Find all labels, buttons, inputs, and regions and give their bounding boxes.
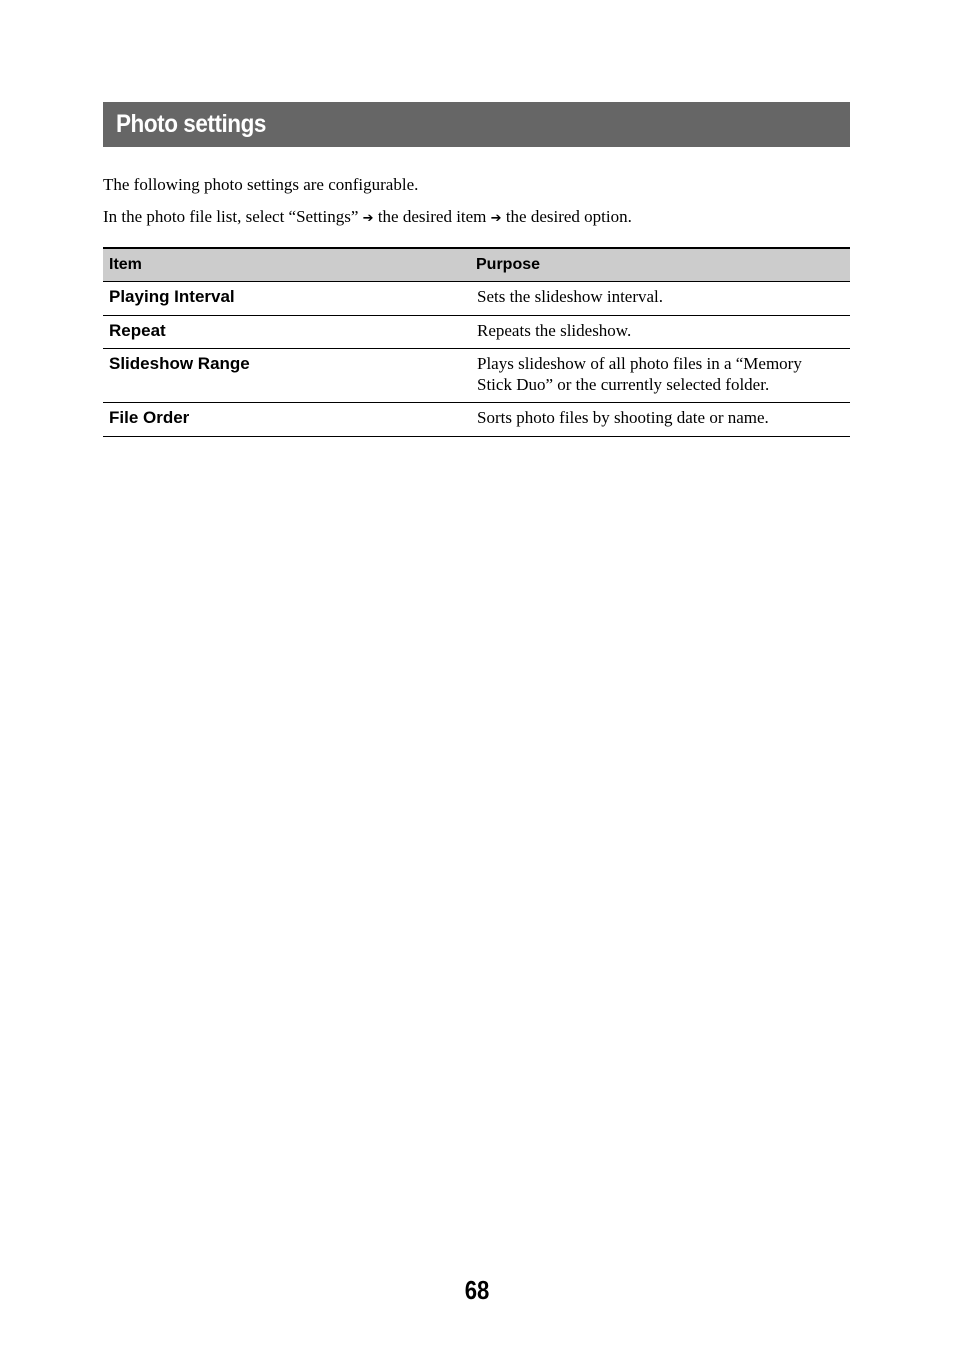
column-header-item: Item [103, 248, 470, 282]
arrow-right-icon: ➔ [362, 211, 374, 226]
setting-purpose: Repeats the slideshow. [470, 315, 850, 349]
setting-name: Repeat [103, 315, 470, 349]
setting-purpose: Sets the slideshow interval. [470, 282, 850, 316]
setting-purpose: Plays slideshow of all photo files in a “Memory Stick Duo” or the currently selected folder. [470, 349, 850, 403]
instruction-part-option: the desired option. [505, 207, 632, 226]
arrow-right-icon: ➔ [490, 211, 502, 226]
table-row [103, 349, 850, 403]
setting-name: Playing Interval [103, 282, 470, 316]
setting-purpose: Sorts photo files by shooting date or name. [470, 403, 850, 437]
instruction-part-settings: In the photo file list, select “Settings” [103, 207, 359, 226]
table-row [103, 315, 850, 349]
photo-settings-table [103, 247, 850, 437]
page-number: 68 [464, 1275, 490, 1305]
table-row [103, 403, 850, 437]
intro-text: The following photo settings are configurable. [103, 175, 419, 194]
setting-name: File Order [103, 403, 470, 437]
setting-name: Slideshow Range [103, 349, 470, 403]
instruction-text [103, 207, 632, 229]
table-header-row [103, 248, 850, 282]
instruction-part-item: the desired item [377, 207, 487, 226]
section-title-bar [103, 102, 850, 147]
table-row [103, 282, 850, 316]
section-title: Photo settings [116, 110, 266, 138]
column-header-purpose: Purpose [470, 248, 850, 282]
